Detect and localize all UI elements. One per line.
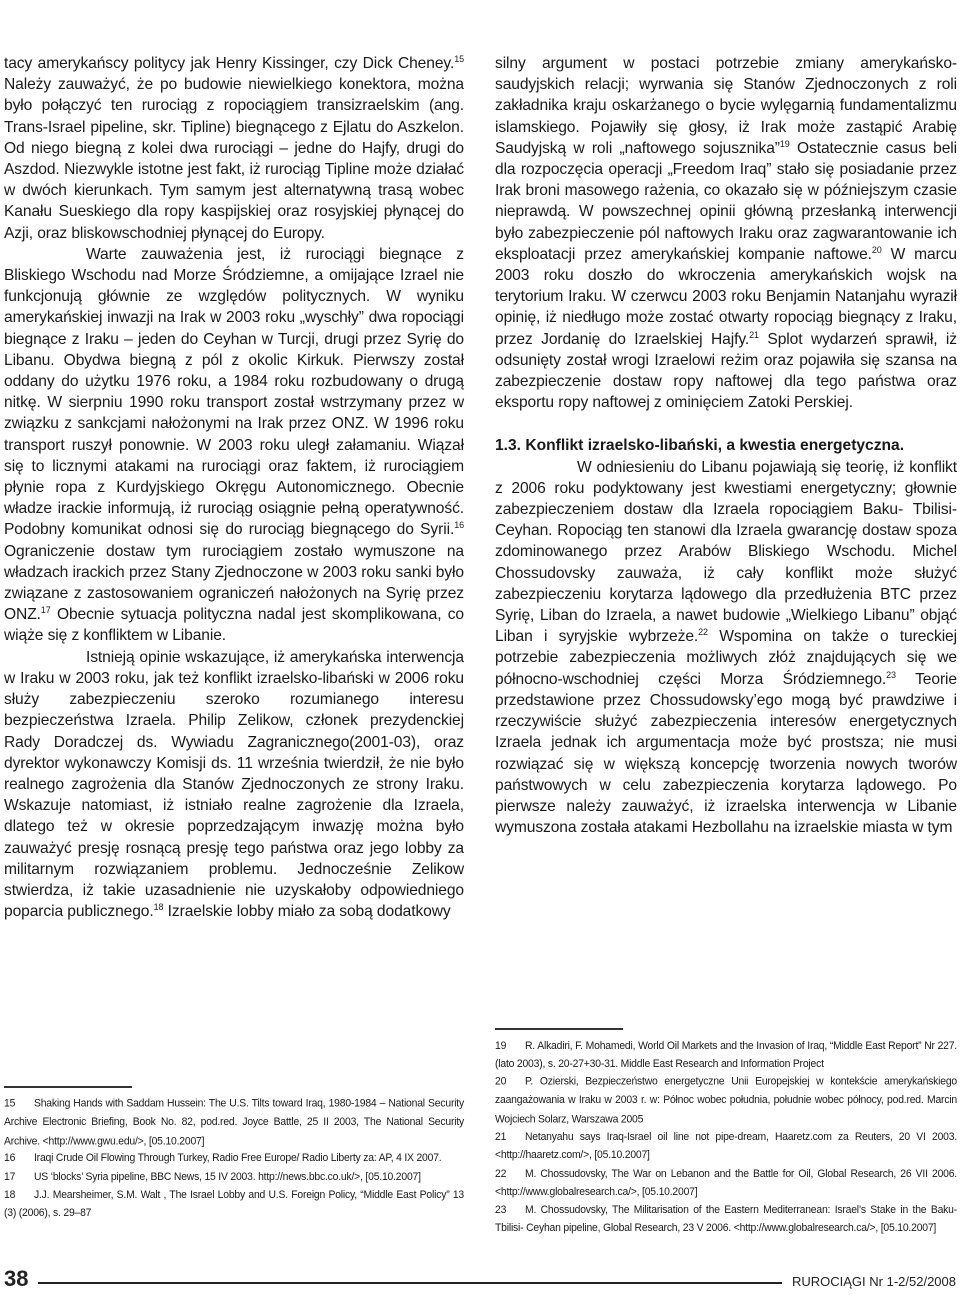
footnote-number: 23 [495, 1204, 507, 1217]
footnote-ref[interactable]: 20 [871, 244, 882, 255]
footnote-text: R. Alkadiri, F. Mohamedi, World Oil Markets and the Invasion of Iraq, “Middle East Report” Nr 227. (lato 2003), s. 20-27+30-31. Middle East Research and Information Project [495, 1040, 957, 1071]
footnote [495, 1037, 957, 1074]
footnote-ref[interactable]: 15 [454, 54, 464, 64]
footnote-text: Netanyahu says Iraq-Israel oil line not pipe-dream, Haaretz.com za Reuters, 20 VI 2003. <http://haaretz.com/>, [05.10.2007] [495, 1131, 957, 1162]
text-run: tacy amerykańscy politycy jak Henry Kissinger, czy Dick Cheney. [4, 55, 455, 72]
text-run: Ostatecznie casus beli dla rozpoczęcia operacji „Freedom Iraq” stało się posiadanie przez Irak broni masowego rażenia, co okazało się w późniejszym czasie nieprawdą. W powszechnej opinii główną przesłanką interwencji było zabezpieczenie pól naftowych Iraku oraz zagwarantowanie ich eksploatacji przez amerykańskiej kompanie naftowe. [495, 139, 957, 263]
footnotes-left [4, 1086, 464, 1224]
footnote-number: 19 [495, 1040, 507, 1052]
footnote-list [4, 1096, 464, 1224]
footnote [4, 1187, 464, 1224]
right-column [495, 53, 957, 838]
text-run: Należy zauważyć, że po budowie niewielkiego konektora, można było połączyć ten rurociąg z ropociągiem transizraelskim (ang. Trans-Israel pipeline, skr. Tipline) biegnącego z Ejlatu do Aszkelon. Od niego biegną z kolei dwa rurociągi – jedne do Hajfy, drugi do Aszdod. Niezwykle istotne jest fakt, iż rurociąg Tipline może działać w dwóch kierunkach. Tym samym jest alternatywną trasą wobec Kanału Sueskiego dla ropy kaspijskiej oraz rosyjskiej płynącej do Azji, oraz bliskowschodniej płynącej do Europy. [4, 76, 464, 242]
footnote [495, 1165, 957, 1202]
footnote-number: 16 [4, 1153, 16, 1165]
text-run: Izraelskie lobby miało za sobą dodatkowy [163, 903, 451, 921]
text-run: W odniesieniu do Libanu pojawiają się teorię, iż konflikt z 2006 roku podyktowany jest kwestiami energetyczny; głownie zabezpieczeniem dostaw dla Izraela ropociągiem Baku- Tbilisi-Ceyhan. Ropociąg ten stanowi dla Izraela gwarancję dostaw spoza zdominowanego przez Arabów Bliskiego Wschodu. Michel Chossudovsky zauważa, iż cały konflikt może służyć zabezpieczeniu korytarza lądowego dla przedłużenia BTC przez Syrię, Liban do Izraela, a nawet budowie „Wielkiego Libanu” objąć Liban i syryjskie wybrzeże. [495, 458, 957, 646]
left-column [4, 53, 464, 922]
footnote-ref[interactable]: 23 [886, 669, 896, 680]
text-run: W marcu 2003 roku doszło do wkroczenia amerykańskich wojsk na terytorium Iraku. W czerwcu 2003 roku Benjamin Natanjahu wyraził opinię, iż niedługo może zostać otwarty ropociąg biegnący z Iraku, przez Jordanię do Izraelskiej Hajfy. [495, 245, 957, 348]
text-run: Wspomina on także o tureckiej potrzebie zabezpieczenia możliwych złóż znajdujących się we północno-wschodniej części Morza Śródziemnego. [495, 628, 957, 688]
footnote-number: 22 [495, 1168, 507, 1180]
footnote-ref[interactable]: 18 [153, 902, 164, 913]
text-run: Teorie przedstawione przez Chossudowsky’ego mogą być prawdziwe i rzeczywiście służyć zabezpieczenia interesów energetycznych Izraela jednak ich argumentacja może być prostsza; nie musi rozwiązać się w większą koncepcję tworzenia nowych tworów państwowych w celu zabezpieczenia korytarza lądowego. Po pierwsze należy zauważyć, iż izraelska interwencja w Libanie wymuszona została atakami Hezbollahu na izraelskie miasta w tym [495, 670, 957, 837]
footer-divider [38, 1282, 782, 1284]
paragraph [4, 53, 464, 244]
footnote [495, 1202, 957, 1239]
footnote-ref[interactable]: 17 [40, 605, 51, 616]
footnote-number: 17 [4, 1171, 16, 1183]
footnote [4, 1169, 464, 1188]
text-run: Splot wydarzeń sprawił, iż odsunięty został wrogi Izraelowi reżim oraz pojawiła się szansa na zabezpieczenie dostaw ropy naftowej dla tego państwa oraz eksportu ropy naftowej z ominięciem Zatoki Perskiej. [495, 330, 957, 412]
footnote-text: M. Chossudovsky, The War on Lebanon and the Battle for Oil, Global Research, 26 VII 2006. <http://www.globalresearch.ca/>, [05.10.2007] [495, 1168, 957, 1199]
footnote-ref[interactable]: 19 [779, 138, 790, 149]
footnote-ref[interactable]: 21 [749, 329, 759, 340]
footnote-number: 15 [4, 1098, 16, 1110]
text-run: Obecnie sytuacja polityczna nadal jest skomplikowana, co wiąże się z konfliktem w Libanie. [4, 606, 464, 645]
footnote-ref[interactable]: 22 [698, 627, 708, 638]
footnote [495, 1074, 957, 1130]
footnote-text: Shaking Hands with Saddam Hussein: The U.S. Tilts toward Iraq, 1980-1984 – National Security Archive Electronic Briefing, Book No. 82, pod.red. Joyce Battle, 25 II 2003, The National Security Archive. <http://www.gwu.edu/>, [05.10.2007] [4, 1098, 464, 1147]
text-run: Istnieją opinie wskazujące, iż amerykańska interwencja w Iraku w 2003 roku, jak też konflikt izraelsko-libański w 2006 roku służy zabezpieczeniu szeroko rozumianego interesu bezpieczeństwa Izraela. Philip Zelikow, członek prezydenckiej Rady Doradczej ds. Wywiadu Zagranicznego(2001-03), oraz dyrektor wykonawczy Komisji ds. 11 września twierdził, że nie było realnego zagrożenia dla Stanów Zjednoczonych ze strony Iraku. Wskazuje natomiast, iż istniało realne zagrożenie dla Izraela, dlatego też w okresie poprzedzającym inwazję można było zauważyć presję rosnącą presję tego państwa oraz jego lobby za militarnym rozwiązaniem problemu. Jednocześnie Zelikow stwierdza, iż takie uzasadnienie nie uzyskałoby odpowiedniego poparcia publicznego. [4, 648, 464, 921]
footnote [4, 1095, 464, 1151]
section-heading: 1.3. Konflikt izraelsko-libański, a kwestia energetyczna. [495, 437, 905, 455]
footnote-number: 18 [4, 1189, 16, 1201]
journal-title: RUROCIĄGI Nr 1-2/52/2008 [791, 1274, 956, 1289]
paragraph [4, 244, 464, 647]
footnotes-right [495, 1028, 957, 1239]
footnote-divider [4, 1086, 132, 1088]
text-run: silny argument w postaci potrzebie zmiany amerykańsko-saudyjskich relacji; wyrwania się Stanów Zjednoczonych z roli zakładnika kraju oskarżanego o bycie wylęgarnią fundamentalizmu islamskiego. Pojawiły się głosy, iż Irak może zastąpić Arabię Saudyjską w roli „naftowego sojusznika” [495, 55, 957, 157]
footnote-text: J.J. Mearsheimer, S.M. Walt , The Israel Lobby and U.S. Foreign Policy, “Middle East Policy” 13 (3) (2006), s. 29–87 [4, 1189, 464, 1220]
footnote [495, 1129, 957, 1166]
page-number: 38 [4, 1266, 29, 1291]
footnote-ref[interactable]: 16 [454, 520, 464, 531]
footnote-text: P. Ozierski, Bezpieczeństwo energetyczne Unii Europejskiej w kontekście amerykańskiego zaangażowania w Iraku w 2003 r. w: Północ wobec południa, południe wobec północy, pod.red. Marcin Wojciech Solarz, Warszawa 2005 [495, 1076, 957, 1126]
paragraph [4, 647, 464, 923]
footnote [4, 1150, 464, 1169]
footnote-text: Iraqi Crude Oil Flowing Through Turkey, Radio Free Europe/ Radio Liberty za: AP, 4 IX 2007. [34, 1153, 442, 1165]
footnote-number: 20 [495, 1076, 507, 1088]
footnote-number: 21 [495, 1131, 507, 1143]
text-run: Warte zauważenia jest, iż rurociągi biegnące z Bliskiego Wschodu nad Morze Śródziemne, a omijające Izrael nie funkcjonują głównie ze względów politycznych. W wyniku amerykańskiej inwazji na Irak w 2003 roku „wyschły” dwa ropociągi biegnące z Iraku – jeden do Ceyhan w Turcji, drugi przez Syrię do Libanu. Obydwa biegną z pól z okolic Kirkuk. Pierwszy został oddany do użytku 1976 roku, a 1984 roku rozbudowany o drugą nitkę. W sierpniu 1990 roku transport został wstrzymany przez w związku z sankcjami nałożonymi na Irak przez ONZ. W 1996 roku transport ruszył ponownie. W 2003 roku uległ załamaniu. Wiązał się to licznymi atakami na rurociągi oraz faktem, iż rurociągiem płynie ropa z Kurdyjskiego Okręgu Autonomicznego. Obecnie władze irackie informują, iż rurociąg osiągnie pełną operatywność. Podobny komunikat odnosi się do rurociąg biegnącego do Syrii. [4, 245, 464, 539]
paragraph [495, 53, 957, 413]
footnote-divider [495, 1028, 623, 1030]
footnote-text: M. Chossudovsky, The Militarisation of the Eastern Mediterranean: Israel’s Stake in the Baku-Tbilisi- Ceyhan pipeline, Global Research, 23 V 2006. <http://www.globalresearch.ca/>, [05.10.2007] [495, 1204, 957, 1235]
text-run: Ograniczenie dostaw tym rurociągiem zostało wymuszone na władzach irackich przez Stany Zjednoczone w 2003 roku sanki było związane z zastosowaniem ograniczeń nałożonych na Syrię przez ONZ. [4, 542, 464, 624]
footnote-list [495, 1038, 957, 1239]
paragraph [495, 457, 957, 839]
footnote-text: US ‘blocks’ Syria pipeline, BBC News, 15 IV 2003. http://news.bbc.co.uk/>, [05.10.2007] [34, 1171, 421, 1183]
